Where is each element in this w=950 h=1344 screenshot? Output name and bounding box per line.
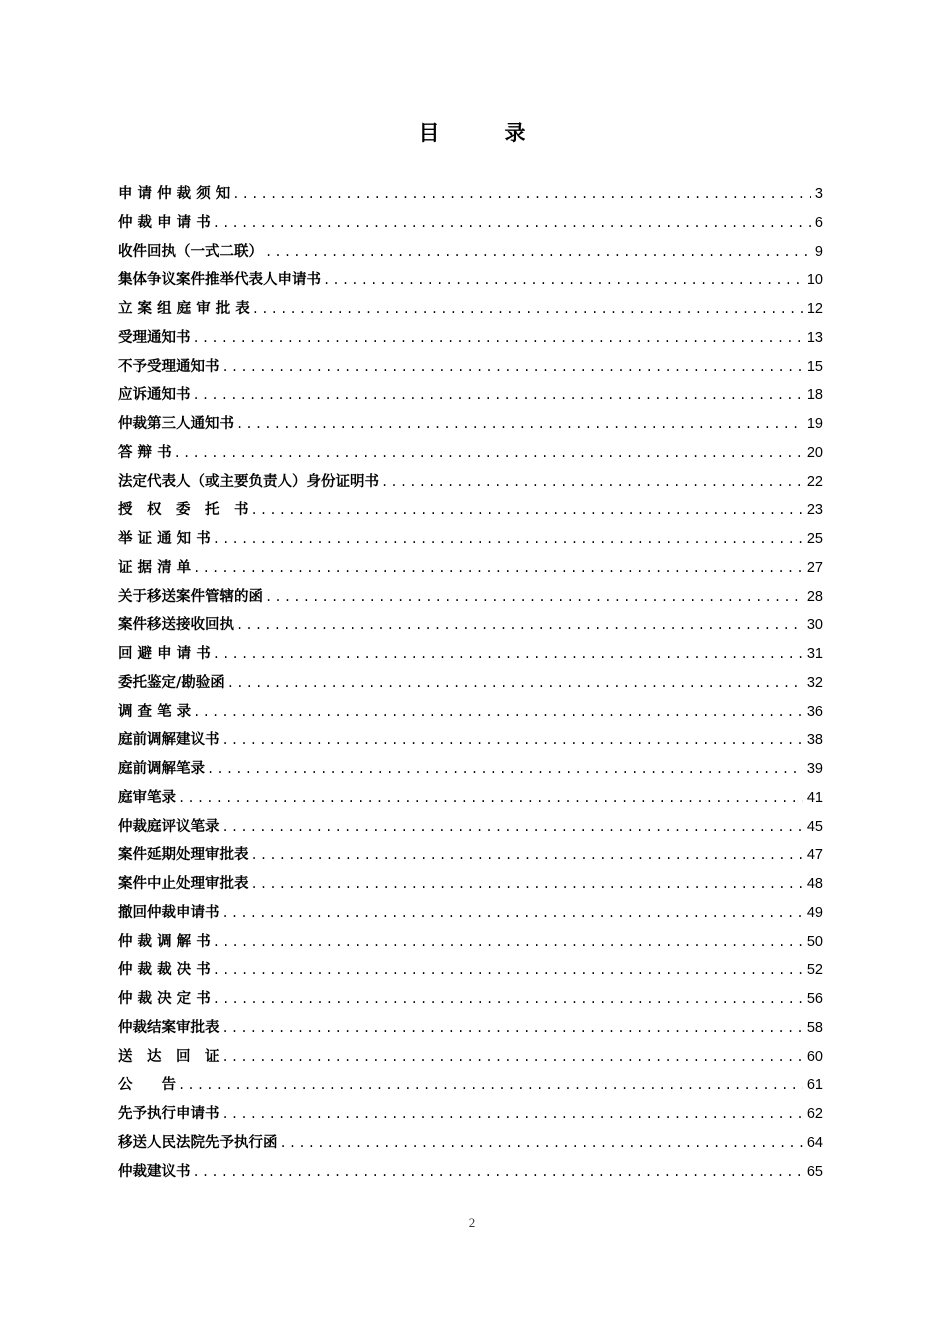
footer-page-number: 2 bbox=[468, 1215, 476, 1230]
toc-entry[interactable] bbox=[118, 698, 823, 727]
toc-entry-label: 关于移送案件管辖的函 bbox=[118, 588, 263, 605]
toc-entry[interactable] bbox=[118, 439, 823, 468]
toc-entry-page-number: 15 bbox=[806, 358, 823, 375]
toc-entry-label: 回 避 申 请 书 bbox=[118, 646, 211, 662]
dot-leader bbox=[236, 611, 803, 640]
toc-entry[interactable] bbox=[118, 1014, 823, 1043]
dot-leader bbox=[222, 726, 803, 755]
toc-entry-page-number: 36 bbox=[806, 703, 823, 720]
toc-entry-page-number: 52 bbox=[806, 962, 823, 979]
dot-leader bbox=[251, 841, 803, 870]
toc-entry[interactable] bbox=[118, 209, 823, 238]
toc-entry-label: 仲裁庭评议笔录 bbox=[118, 818, 220, 835]
toc-entry-label: 案件中止处理审批表 bbox=[118, 876, 249, 892]
toc-entry-page-number: 20 bbox=[806, 444, 823, 461]
toc-entry-page-number: 13 bbox=[806, 329, 823, 346]
dot-leader bbox=[222, 1100, 803, 1129]
toc-entry-page-number: 32 bbox=[806, 674, 823, 691]
dot-leader bbox=[227, 669, 803, 698]
toc-entry-label: 仲裁建议书 bbox=[118, 1163, 191, 1180]
toc-entry-label: 仲裁结案审批表 bbox=[118, 1019, 220, 1036]
toc-entry[interactable] bbox=[118, 1071, 823, 1100]
toc-entry[interactable] bbox=[118, 525, 823, 554]
toc-entry[interactable] bbox=[118, 726, 823, 755]
toc-entry-label: 仲 裁 裁 决 书 bbox=[118, 962, 211, 979]
toc-entry[interactable] bbox=[118, 956, 823, 985]
toc-entry[interactable] bbox=[118, 611, 823, 640]
toc-entry-label: 不予受理通知书 bbox=[118, 358, 220, 375]
toc-entry[interactable] bbox=[118, 468, 823, 497]
toc-entry-label: 申 请 仲 裁 须 知 bbox=[118, 186, 231, 202]
dot-leader bbox=[178, 784, 803, 813]
dot-leader bbox=[207, 755, 803, 784]
toc-entry-label: 公 告 bbox=[118, 1077, 176, 1094]
dot-leader bbox=[280, 1129, 803, 1158]
dot-leader bbox=[213, 956, 803, 985]
toc-entry-page-number: 60 bbox=[806, 1048, 823, 1065]
toc-entry-label: 收件回执（一式二联） bbox=[118, 243, 263, 260]
dot-leader bbox=[178, 1071, 803, 1100]
toc-entry[interactable] bbox=[118, 410, 823, 439]
dot-leader bbox=[213, 640, 803, 669]
toc-entry-label: 送 达 回 证 bbox=[118, 1048, 220, 1065]
toc-entry-page-number: 18 bbox=[806, 387, 823, 404]
toc-entry-page-number: 62 bbox=[806, 1106, 823, 1122]
toc-entry[interactable] bbox=[118, 841, 823, 870]
toc-entry-page-number: 65 bbox=[806, 1163, 823, 1180]
dot-leader bbox=[222, 353, 803, 382]
toc-entry-label: 仲裁第三人通知书 bbox=[118, 416, 234, 432]
toc-entry[interactable] bbox=[118, 324, 823, 353]
dot-leader bbox=[193, 554, 803, 583]
toc-entry-page-number: 19 bbox=[806, 416, 823, 432]
toc-entry[interactable] bbox=[118, 1100, 823, 1129]
dot-leader bbox=[381, 468, 803, 497]
toc-entry[interactable] bbox=[118, 238, 823, 267]
toc-entry[interactable] bbox=[118, 180, 823, 209]
toc-entry-label: 举 证 通 知 书 bbox=[118, 531, 211, 547]
toc-entry-page-number: 25 bbox=[806, 531, 823, 547]
toc-entry-page-number: 27 bbox=[806, 559, 823, 576]
dot-leader bbox=[193, 324, 803, 353]
dot-leader bbox=[222, 899, 803, 928]
toc-entry[interactable] bbox=[118, 1158, 823, 1187]
toc-entry-page-number: 9 bbox=[814, 243, 823, 260]
dot-leader bbox=[193, 698, 803, 727]
toc-entry-label: 先予执行申请书 bbox=[118, 1106, 220, 1122]
toc-entry-label: 答 辩 书 bbox=[118, 444, 172, 461]
toc-entry[interactable] bbox=[118, 381, 823, 410]
toc-entry[interactable] bbox=[118, 640, 823, 669]
toc-entry-page-number: 12 bbox=[806, 301, 823, 317]
toc-entry-page-number: 10 bbox=[806, 272, 823, 289]
toc-entry-page-number: 47 bbox=[806, 847, 823, 864]
toc-entry[interactable] bbox=[118, 899, 823, 928]
toc-entry-label: 委托鉴定/勘验函 bbox=[118, 674, 225, 691]
toc-entry-page-number: 3 bbox=[814, 186, 823, 202]
toc-entry-label: 仲 裁 申 请 书 bbox=[118, 214, 211, 231]
toc-entry-label: 集体争议案件推举代表人申请书 bbox=[118, 272, 321, 289]
toc-entry[interactable] bbox=[118, 985, 823, 1014]
toc-entry[interactable] bbox=[118, 813, 823, 842]
toc-entry-label: 庭审笔录 bbox=[118, 789, 176, 806]
dot-leader bbox=[323, 266, 803, 295]
table-of-contents bbox=[118, 180, 823, 1186]
toc-entry[interactable] bbox=[118, 1043, 823, 1072]
toc-entry[interactable] bbox=[118, 755, 823, 784]
toc-entry-page-number: 58 bbox=[806, 1019, 823, 1036]
toc-entry-label: 仲 裁 决 定 书 bbox=[118, 991, 211, 1007]
toc-entry-page-number: 45 bbox=[806, 818, 823, 835]
toc-entry-page-number: 30 bbox=[806, 617, 823, 634]
toc-entry-label: 庭前调解笔录 bbox=[118, 761, 205, 777]
toc-entry-label: 应诉通知书 bbox=[118, 387, 191, 404]
toc-entry[interactable] bbox=[118, 496, 823, 525]
toc-entry[interactable] bbox=[118, 295, 823, 324]
toc-entry-page-number: 49 bbox=[806, 904, 823, 921]
dot-leader bbox=[222, 813, 803, 842]
dot-leader bbox=[213, 928, 803, 957]
dot-leader bbox=[265, 238, 811, 267]
toc-entry-label: 庭前调解建议书 bbox=[118, 732, 220, 749]
toc-entry-page-number: 31 bbox=[806, 646, 823, 662]
dot-leader bbox=[213, 525, 803, 554]
toc-entry[interactable] bbox=[118, 266, 823, 295]
toc-entry-page-number: 23 bbox=[806, 502, 823, 519]
toc-entry-page-number: 50 bbox=[806, 933, 823, 950]
dot-leader bbox=[236, 410, 803, 439]
dot-leader bbox=[251, 496, 803, 525]
toc-entry-label: 调 查 笔 录 bbox=[118, 703, 192, 720]
toc-entry-label: 撤回仲裁申请书 bbox=[118, 904, 220, 921]
toc-entry-label: 立 案 组 庭 审 批 表 bbox=[118, 301, 250, 317]
dot-leader bbox=[222, 1014, 803, 1043]
toc-entry-page-number: 28 bbox=[806, 588, 823, 605]
page-title: 目 录 bbox=[418, 121, 548, 145]
dot-leader bbox=[193, 381, 803, 410]
toc-entry[interactable] bbox=[118, 784, 823, 813]
dot-leader bbox=[265, 583, 803, 612]
dot-leader bbox=[252, 295, 803, 324]
dot-leader bbox=[213, 209, 811, 238]
toc-entry[interactable] bbox=[118, 870, 823, 899]
toc-entry-page-number: 22 bbox=[806, 473, 823, 490]
toc-entry[interactable] bbox=[118, 554, 823, 583]
toc-entry-page-number: 56 bbox=[806, 991, 823, 1007]
dot-leader bbox=[222, 1043, 803, 1072]
toc-entry-page-number: 41 bbox=[806, 789, 823, 806]
toc-entry-label: 移送人民法院先予执行函 bbox=[118, 1134, 278, 1151]
toc-entry-page-number: 39 bbox=[806, 761, 823, 777]
toc-entry[interactable] bbox=[118, 669, 823, 698]
dot-leader bbox=[193, 1158, 803, 1187]
toc-entry[interactable] bbox=[118, 1129, 823, 1158]
toc-entry-label: 案件延期处理审批表 bbox=[118, 847, 249, 864]
toc-entry-label: 法定代表人（或主要负责人）身份证明书 bbox=[118, 473, 379, 490]
toc-entry-label: 证 据 清 单 bbox=[118, 559, 192, 576]
toc-entry-label: 受理通知书 bbox=[118, 329, 191, 346]
toc-entry[interactable] bbox=[118, 928, 823, 957]
toc-entry-page-number: 48 bbox=[806, 876, 823, 892]
dot-leader bbox=[213, 985, 803, 1014]
toc-entry-label: 仲 裁 调 解 书 bbox=[118, 933, 211, 950]
dot-leader bbox=[174, 439, 803, 468]
toc-entry-label: 案件移送接收回执 bbox=[118, 617, 234, 634]
toc-entry[interactable] bbox=[118, 583, 823, 612]
dot-leader bbox=[232, 180, 811, 209]
toc-entry-label: 授 权 委 托 书 bbox=[118, 502, 249, 519]
toc-entry[interactable] bbox=[118, 353, 823, 382]
toc-entry-page-number: 64 bbox=[806, 1134, 823, 1151]
toc-entry-page-number: 6 bbox=[814, 214, 823, 231]
toc-entry-page-number: 61 bbox=[806, 1077, 823, 1094]
toc-entry-page-number: 38 bbox=[806, 732, 823, 749]
dot-leader bbox=[251, 870, 803, 899]
